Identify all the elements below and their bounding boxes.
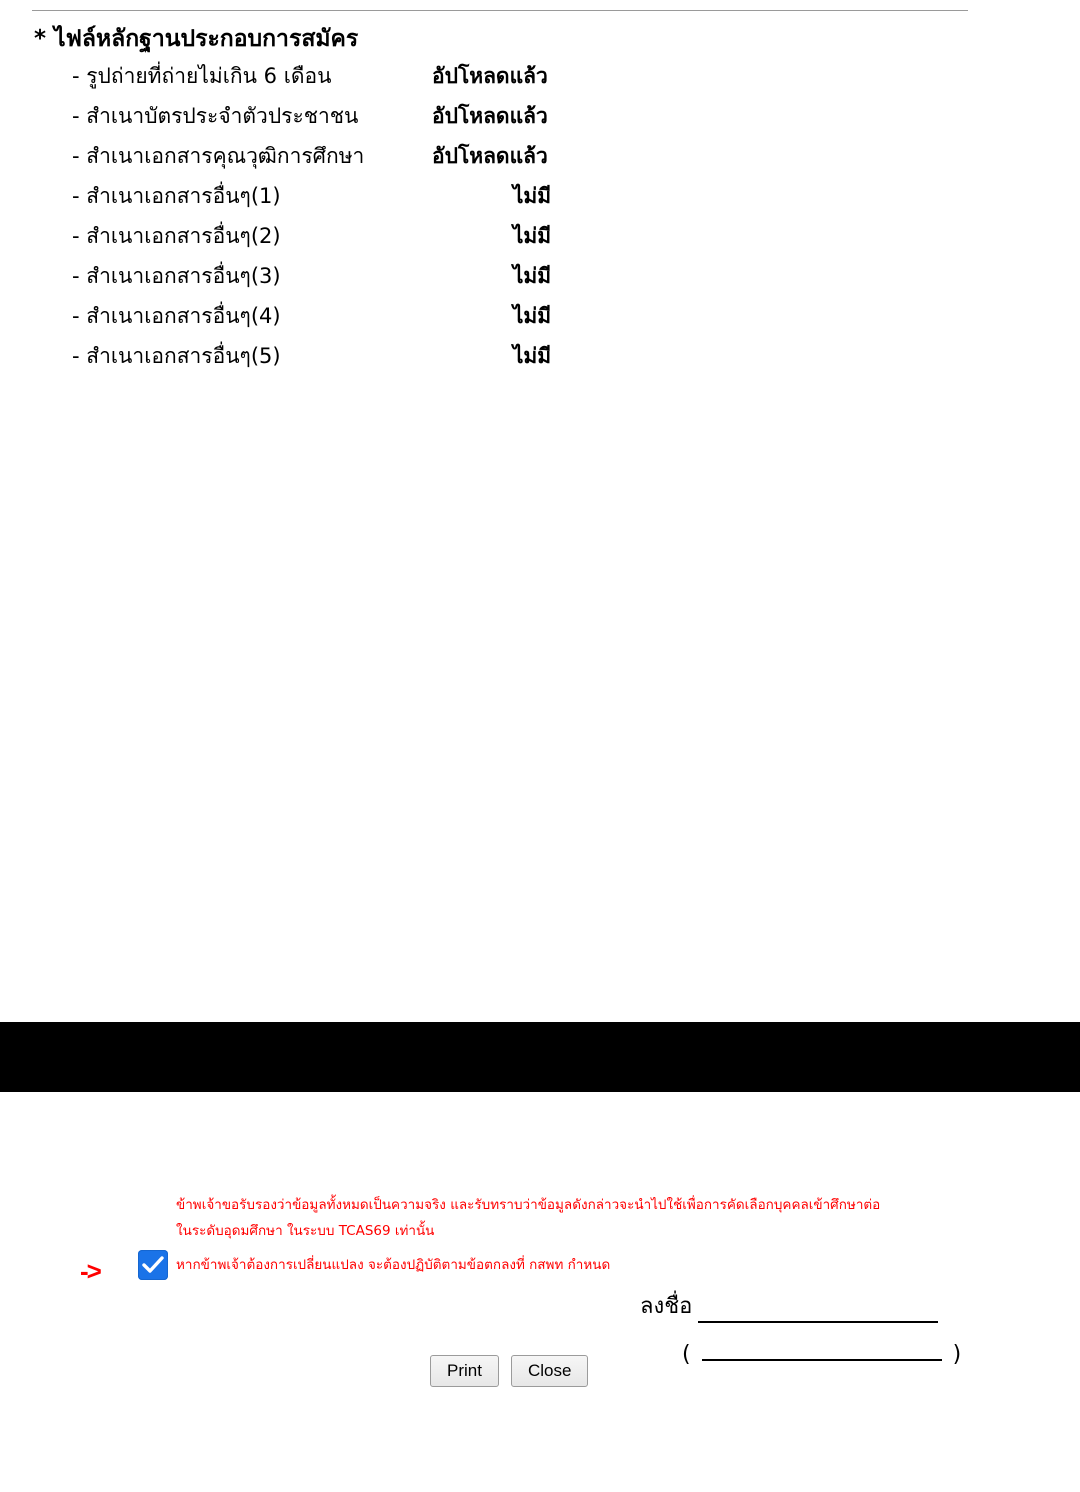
document-status: ไม่มี (512, 224, 552, 248)
document-status: อัปโหลดแล้ว (432, 104, 548, 128)
black-separator-band (0, 1022, 1080, 1092)
check-icon (142, 1255, 164, 1275)
document-status: ไม่มี (512, 264, 552, 288)
document-label: - สำเนาเอกสารอื่นๆ(4) (72, 304, 281, 328)
close-button[interactable]: Close (511, 1355, 588, 1387)
document-label: - สำเนาเอกสารอื่นๆ(3) (72, 264, 281, 288)
action-buttons (430, 1355, 588, 1387)
print-button[interactable]: Print (430, 1355, 499, 1387)
document-status: ไม่มี (512, 184, 552, 208)
consent-line-3: หากข้าพเจ้าต้องการเปลี่ยนแปลง จะต้องปฏิบัติตามข้อตกลงที่ กสพท กำหนด (176, 1257, 611, 1273)
document-label: - สำเนาเอกสารอื่นๆ(2) (72, 224, 281, 248)
document-row (34, 56, 734, 96)
consent-checkbox[interactable] (138, 1250, 168, 1280)
top-divider (32, 10, 968, 11)
document-row (34, 296, 734, 336)
document-status: ไม่มี (512, 344, 552, 368)
signature-row (640, 1288, 980, 1323)
document-status: ไม่มี (512, 304, 552, 328)
open-paren: ( (682, 1342, 691, 1367)
document-label: - รูปถ่ายที่ถ่ายไม่เกิน 6 เดือน (72, 64, 332, 88)
document-row (34, 96, 734, 136)
signature-line (698, 1299, 938, 1323)
document-label: - สำเนาเอกสารอื่นๆ(1) (72, 184, 281, 208)
documents-section (34, 22, 734, 376)
document-label: - สำเนาเอกสารคุณวุฒิการศึกษา (72, 144, 365, 168)
signature-block (640, 1288, 980, 1367)
consent-section (80, 1192, 1000, 1286)
documents-heading: * ไฟล์หลักฐานประกอบการสมัคร (34, 26, 359, 52)
document-status: อัปโหลดแล้ว (432, 64, 548, 88)
document-row (34, 176, 734, 216)
consent-line-1: ข้าพเจ้าขอรับรองว่าข้อมูลทั้งหมดเป็นความจริง และรับทราบว่าข้อมูลดังกล่าวจะนำไปใช้เพื่อการคัดเลือกบุคคลเข้าศึกษาต่อ (176, 1197, 881, 1213)
document-row (34, 256, 734, 296)
document-row (34, 216, 734, 256)
consent-line-2: ในระดับอุดมศึกษา ในระบบ TCAS69 เท่านั้น (176, 1223, 435, 1239)
document-row (34, 136, 734, 176)
signature-name-line (702, 1339, 942, 1361)
signature-label: ลงชื่อ (640, 1294, 693, 1319)
document-status: อัปโหลดแล้ว (432, 144, 548, 168)
close-paren: ) (952, 1342, 962, 1367)
document-label: - สำเนาเอกสารอื่นๆ(5) (72, 344, 281, 368)
signature-name-row (640, 1339, 980, 1367)
pointer-arrow: -> (80, 1256, 100, 1286)
document-row (34, 336, 734, 376)
document-label: - สำเนาบัตรประจำตัวประชาชน (72, 104, 359, 128)
